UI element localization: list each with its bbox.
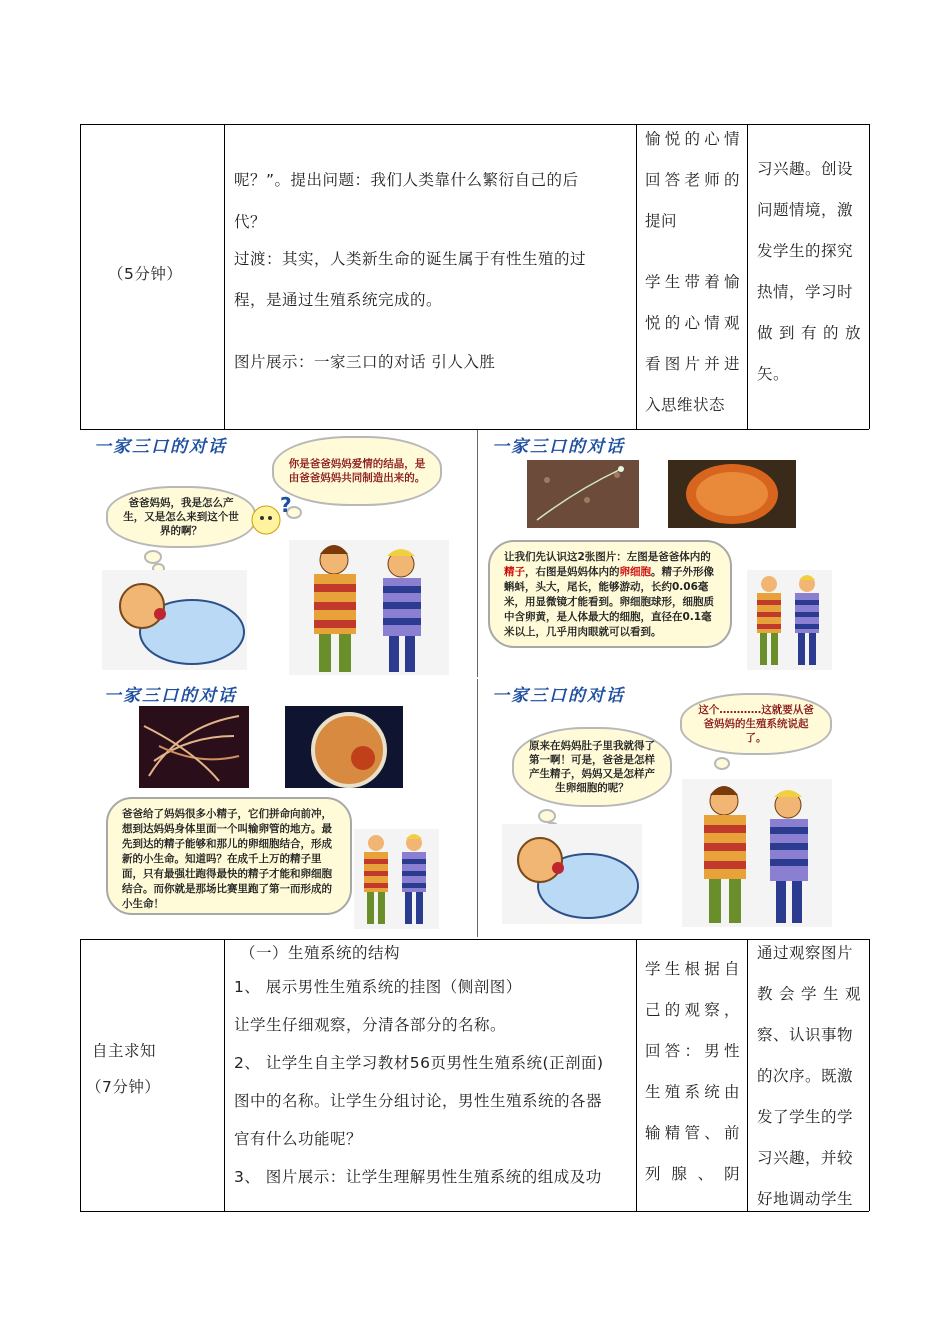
question-mark-icon bbox=[244, 490, 304, 540]
intent-line: 热情，学习时 bbox=[757, 283, 854, 301]
bubble-tail bbox=[714, 757, 730, 770]
intent-line: 习兴趣。创设 bbox=[757, 160, 854, 178]
table-bottom-border bbox=[80, 1211, 869, 1212]
student-line: 回答老师的 bbox=[645, 171, 740, 189]
col-divider-3-bottom bbox=[747, 939, 748, 1211]
bubble-tail bbox=[538, 809, 556, 823]
col-divider-1-bottom bbox=[224, 939, 225, 1211]
table-right-border-top bbox=[869, 124, 870, 429]
dialogue-panel-3 bbox=[84, 679, 478, 937]
parent-speech-bubble: 这个…………这就要从爸爸妈妈的生殖系统说起了。 bbox=[680, 693, 832, 755]
student-line: 回答：男性 bbox=[645, 1042, 740, 1060]
teacher-line: 官有什么功能呢？ bbox=[234, 1130, 363, 1148]
student-line: 看图片并进 bbox=[645, 355, 740, 373]
student-line: 己的观察， bbox=[645, 1001, 740, 1019]
parents-illustration bbox=[289, 540, 449, 675]
table-left-border-bottom bbox=[80, 939, 81, 1211]
intent-line: 的次序。既激 bbox=[757, 1067, 854, 1085]
col-divider-3-top bbox=[747, 124, 748, 429]
student-line: 悦的心情观 bbox=[645, 314, 740, 332]
panel-title: 一家三口的对话 bbox=[104, 686, 237, 706]
parent-speech-bubble: 你是爸爸妈妈爱情的结晶，是由爸爸妈妈共同制造出来的。 bbox=[272, 436, 442, 506]
teacher-line: 2、 让学生自主学习教材56页男性生殖系统(正剖面) bbox=[234, 1054, 604, 1072]
intent-line: 做到有的放 bbox=[757, 324, 861, 342]
section-heading: （一）生殖系统的结构 bbox=[240, 944, 401, 962]
stage-time: （7分钟） bbox=[86, 1078, 161, 1096]
baby-illustration bbox=[102, 570, 247, 670]
col-divider-2-bottom bbox=[636, 939, 637, 1211]
intent-line: 习兴趣，并较 bbox=[757, 1149, 854, 1167]
col-divider-2-top bbox=[636, 124, 637, 429]
student-line: 学生根据自 bbox=[645, 960, 740, 978]
intent-line: 通过观察图片 bbox=[757, 944, 854, 962]
baby-illustration bbox=[502, 824, 642, 924]
table-left-border-top bbox=[80, 124, 81, 429]
intent-line: 好地调动学生 bbox=[757, 1190, 854, 1208]
teacher-line: 程，是通过生殖系统完成的。 bbox=[234, 291, 443, 309]
parents-illustration bbox=[682, 779, 832, 927]
family-illustration bbox=[747, 570, 832, 670]
student-line: 提问 bbox=[645, 212, 678, 230]
student-line: 学生带着愉 bbox=[645, 273, 740, 291]
student-line: 输精管、前 bbox=[645, 1124, 740, 1142]
intent-line: 问题情境，激 bbox=[757, 201, 854, 219]
row-divider-bottom bbox=[80, 939, 869, 940]
bubble-text: 让我们先认识这2张图片：左图是爸爸体内的 bbox=[504, 551, 711, 563]
dialogue-panel-1 bbox=[84, 430, 478, 677]
intent-line: 教会学生观 bbox=[757, 985, 861, 1003]
student-line: 愉悦的心情 bbox=[645, 130, 740, 148]
col-divider-1-top bbox=[224, 124, 225, 429]
sperm-photo bbox=[527, 460, 639, 528]
explanation-bubble: 爸爸给了妈妈很多小精子，它们拼命向前冲，想到达妈妈身体里面一个叫输卵管的地方。最先到达的精子能够和那儿的卵细胞结合，形成新的小生命。知道吗？在成千上万的精子里面，只有最强壮跑得最快的精子才能和卵细胞结合。而你就是那场比赛里跑了第一而形成的小生命！ bbox=[106, 797, 352, 915]
stage-time-top: （5分钟） bbox=[108, 265, 183, 283]
dialogue-panel-2 bbox=[482, 430, 842, 677]
student-line: 列腺、阴 bbox=[645, 1165, 740, 1183]
panel-title: 一家三口的对话 bbox=[492, 686, 625, 706]
panel-title: 一家三口的对话 bbox=[94, 437, 227, 457]
stage-title: 自主求知 bbox=[92, 1042, 157, 1060]
child-speech-bubble: 爸爸妈妈，我是怎么产生，又是怎么来到这个世界的啊？ bbox=[106, 486, 256, 548]
teacher-line: 1、 展示男性生殖系统的挂图（侧剖图） bbox=[234, 978, 522, 996]
teacher-line: 图片展示：一家三口的对话 引人入胜 bbox=[234, 353, 496, 371]
svg-text:?: ? bbox=[280, 493, 292, 517]
dialogue-panel-4 bbox=[482, 679, 842, 937]
intent-line: 察、认识事物 bbox=[757, 1026, 854, 1044]
student-line: 生殖系统由 bbox=[645, 1083, 740, 1101]
intent-line: 发了学生的学 bbox=[757, 1108, 854, 1126]
highlight-egg: 卵细胞 bbox=[619, 566, 651, 578]
highlight-sperm: 精子 bbox=[504, 566, 525, 578]
family-illustration bbox=[354, 829, 439, 929]
student-line: 入思维状态 bbox=[645, 396, 726, 414]
child-speech-bubble: 原来在妈妈肚子里我就得了第一啊！可是，爸爸是怎样产生精子，妈妈又是怎样产生卵细胞的呢？ bbox=[512, 727, 672, 807]
intent-line: 矢。 bbox=[757, 365, 790, 383]
bubble-text: 。精子外形像蝌蚪，头大，尾长，能够游动，长约0.06毫米，用显微镜才能看到。卵细胞球形，细胞质中含卵黄，是人体最大的细胞，直径在0.1毫米以上，几乎用肉眼就可以看到。 bbox=[504, 566, 714, 638]
fertilization-photo bbox=[285, 706, 403, 788]
teacher-line: 让学生仔细观察，分清各部分的名称。 bbox=[234, 1016, 507, 1034]
panel-title: 一家三口的对话 bbox=[492, 437, 625, 457]
egg-cell-photo bbox=[668, 460, 796, 528]
bubble-text: ，右图是妈妈体内的 bbox=[525, 566, 620, 578]
teacher-line: 过渡：其实，人类新生命的诞生属于有性生殖的过 bbox=[234, 250, 587, 268]
teacher-line: 图中的名称。让学生分组讨论，男性生殖系统的各器 bbox=[234, 1092, 603, 1110]
teacher-line: 呢？”。提出问题：我们人类靠什么繁衍自己的后 bbox=[234, 171, 579, 189]
bubble-tail bbox=[144, 550, 162, 564]
sperm-swarm-photo bbox=[139, 706, 249, 788]
table-top-border bbox=[80, 124, 869, 125]
intent-line: 发学生的探究 bbox=[757, 242, 854, 260]
teacher-line: 代？ bbox=[234, 213, 267, 231]
table-right-border-bottom bbox=[869, 939, 870, 1211]
teacher-line: 3、 图片展示：让学生理解男性生殖系统的组成及功 bbox=[234, 1168, 602, 1186]
explanation-bubble bbox=[488, 540, 732, 648]
